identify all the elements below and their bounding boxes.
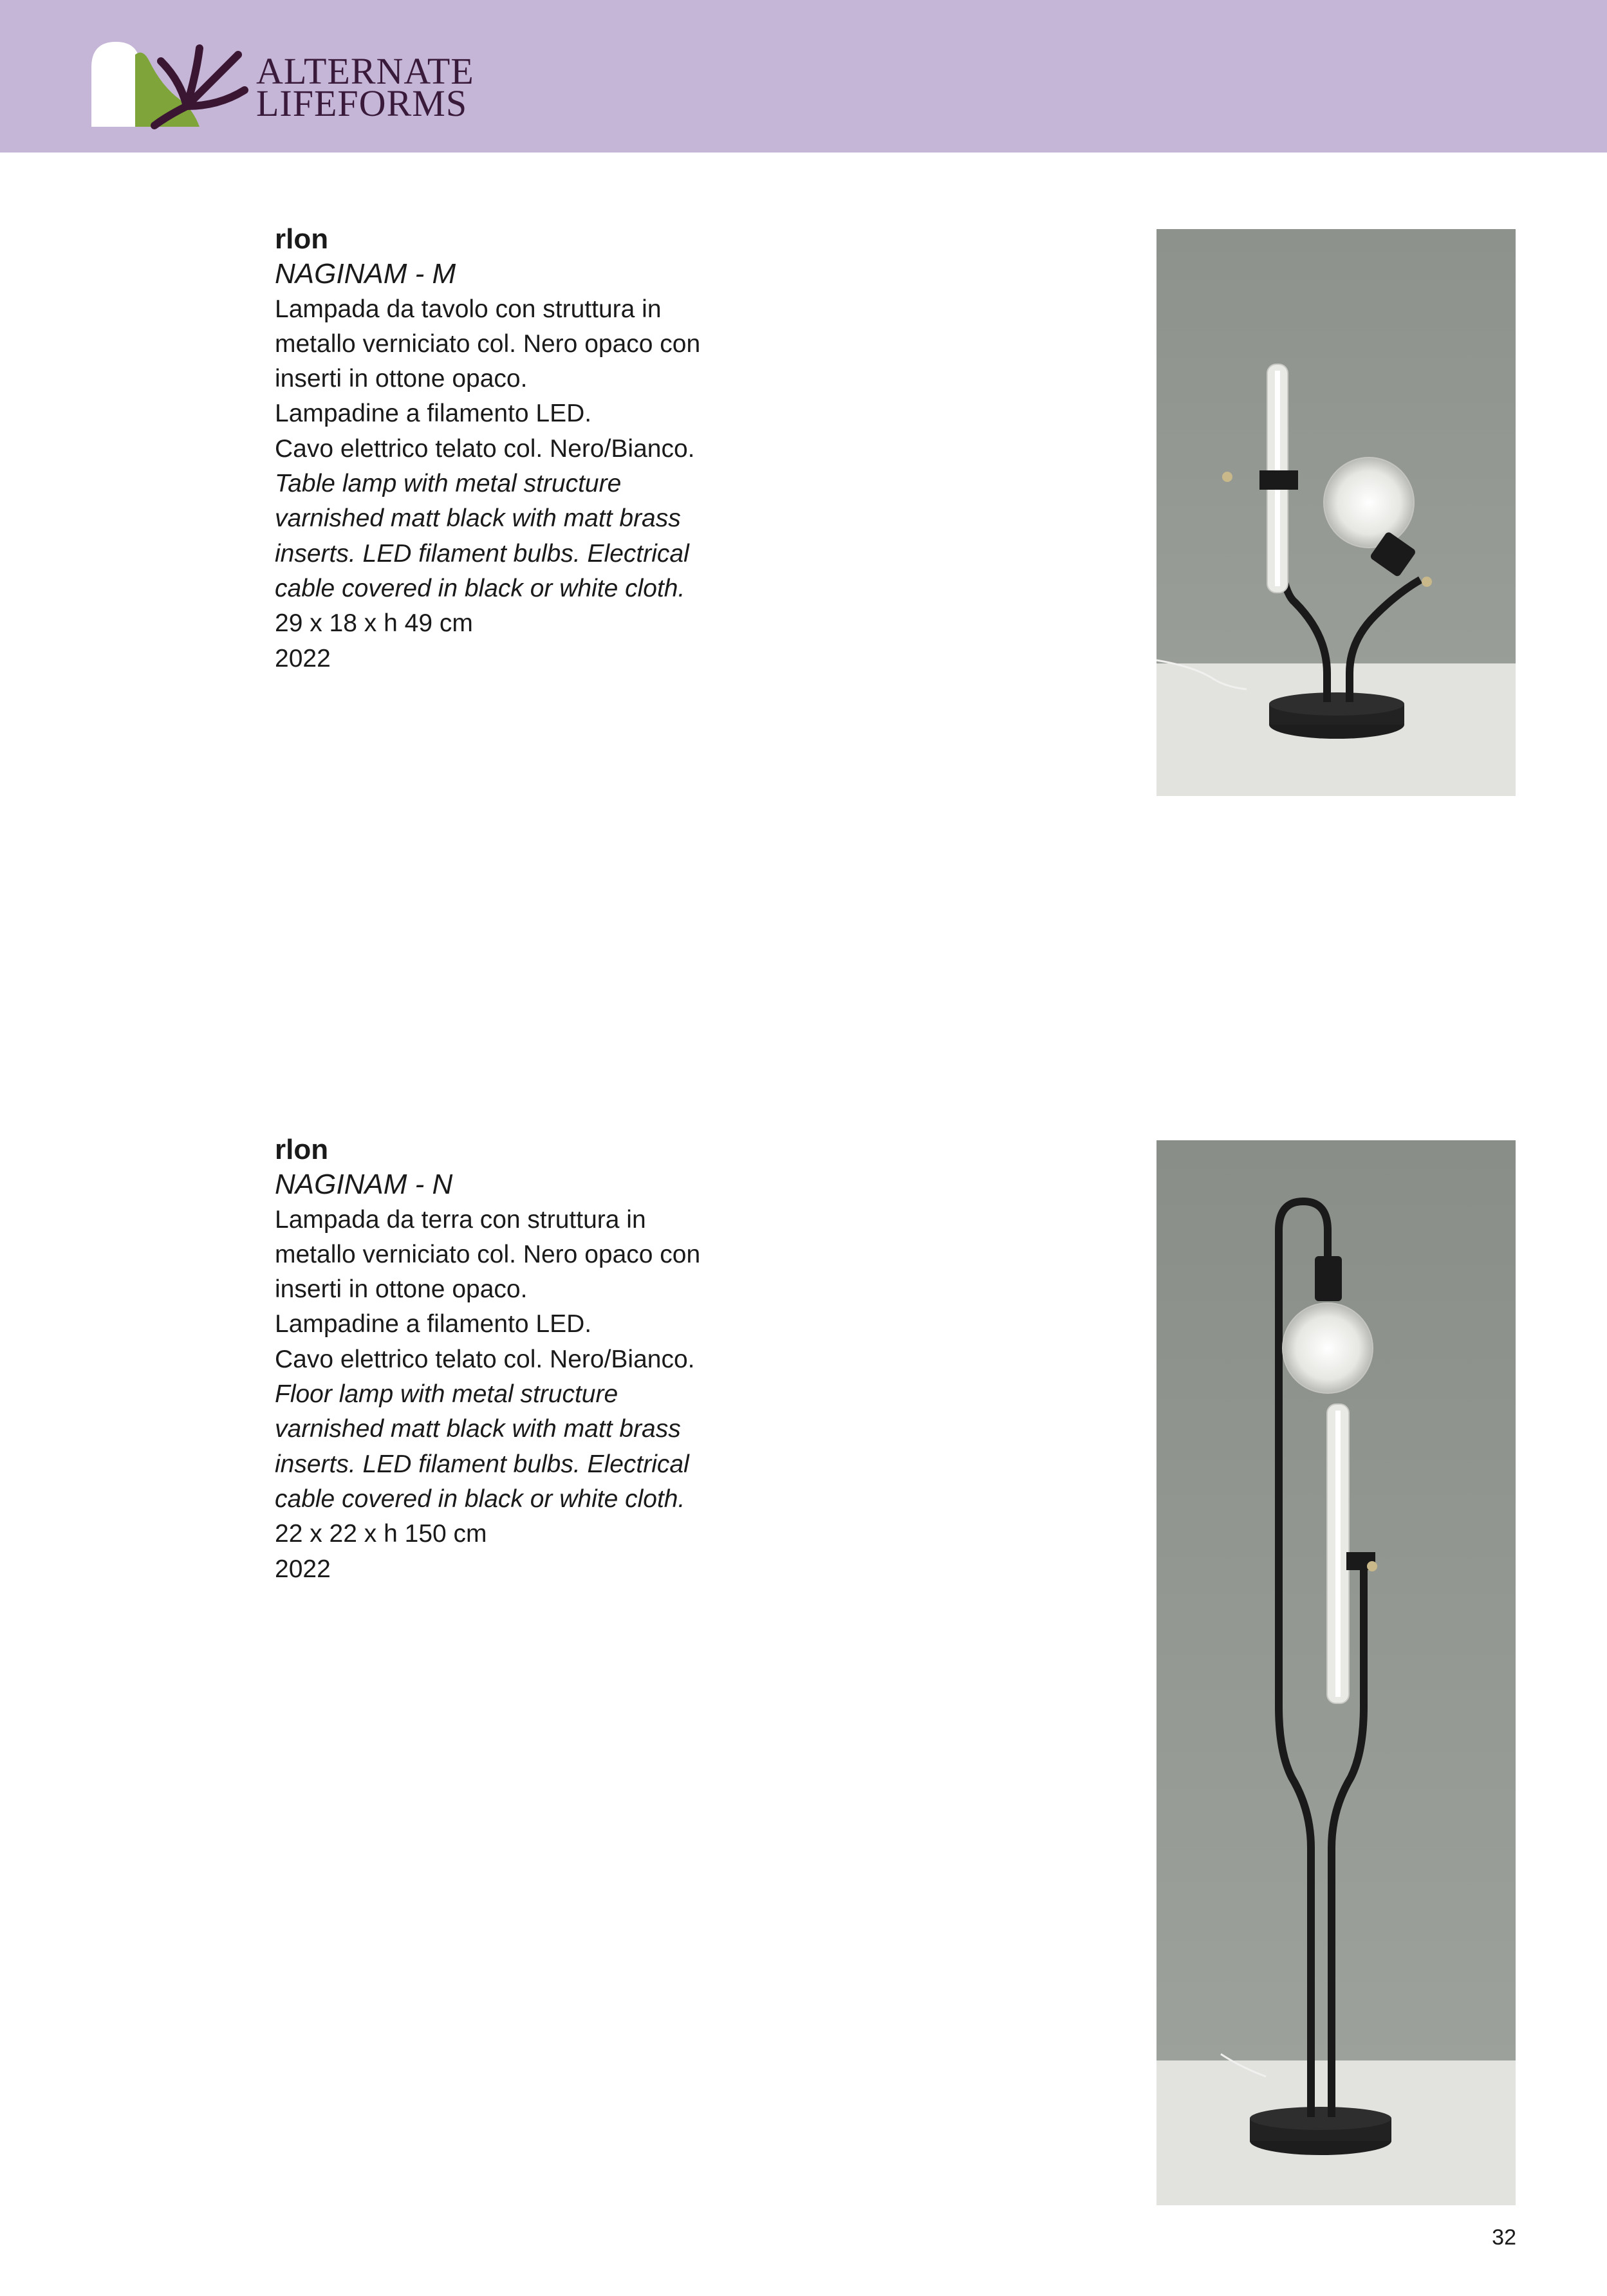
it-line: Lampadine a filamento LED. — [275, 1310, 592, 1338]
product-2-text — [275, 1133, 828, 1587]
it-line: inserti in ottone opaco. — [275, 1275, 528, 1304]
it-line: inserti in ottone opaco. — [275, 365, 528, 393]
en-line: Table lamp with metal structure — [275, 470, 622, 498]
product-year: 2022 — [275, 1555, 331, 1583]
header-band — [0, 0, 1607, 153]
en-line: inserts. LED filament bulbs. Electrical — [275, 1450, 689, 1478]
table-lamp-photo — [1156, 229, 1516, 796]
en-line: inserts. LED filament bulbs. Electrical — [275, 539, 689, 568]
brand-line-1: ALTERNATE — [256, 50, 474, 92]
product-designer: rlon — [275, 1134, 329, 1165]
brand-wordmark — [256, 50, 474, 124]
product-name: NAGINAM - N — [275, 1169, 453, 1201]
floor-lamp-photo — [1156, 1140, 1516, 2205]
en-line: varnished matt black with matt brass — [275, 505, 681, 533]
en-line: Floor lamp with metal structure — [275, 1380, 618, 1409]
it-line: Cavo elettrico telato col. Nero/Bianco. — [275, 434, 695, 463]
it-line: metallo verniciato col. Nero opaco con — [275, 1240, 701, 1268]
product-designer: rlon — [275, 223, 329, 255]
product-name: NAGINAM - M — [275, 258, 456, 290]
product-1-text — [275, 222, 828, 676]
it-line: Lampada da terra con struttura in — [275, 1205, 646, 1234]
it-line: Lampadine a filamento LED. — [275, 400, 592, 428]
it-line: Lampada da tavolo con struttura in — [275, 295, 662, 323]
it-line: Cavo elettrico telato col. Nero/Bianco. — [275, 1345, 695, 1373]
en-line: cable covered in black or white cloth. — [275, 574, 685, 602]
product-year: 2022 — [275, 644, 331, 672]
brand-line-2: LIFEFORMS — [256, 82, 468, 124]
product-dimensions: 22 x 22 x h 150 cm — [275, 1520, 487, 1548]
en-line: varnished matt black with matt brass — [275, 1415, 681, 1443]
it-line: metallo verniciato col. Nero opaco con — [275, 329, 701, 358]
page-number: 32 — [1492, 2225, 1516, 2250]
product-dimensions: 29 x 18 x h 49 cm — [275, 609, 473, 638]
en-line: cable covered in black or white cloth. — [275, 1485, 685, 1513]
